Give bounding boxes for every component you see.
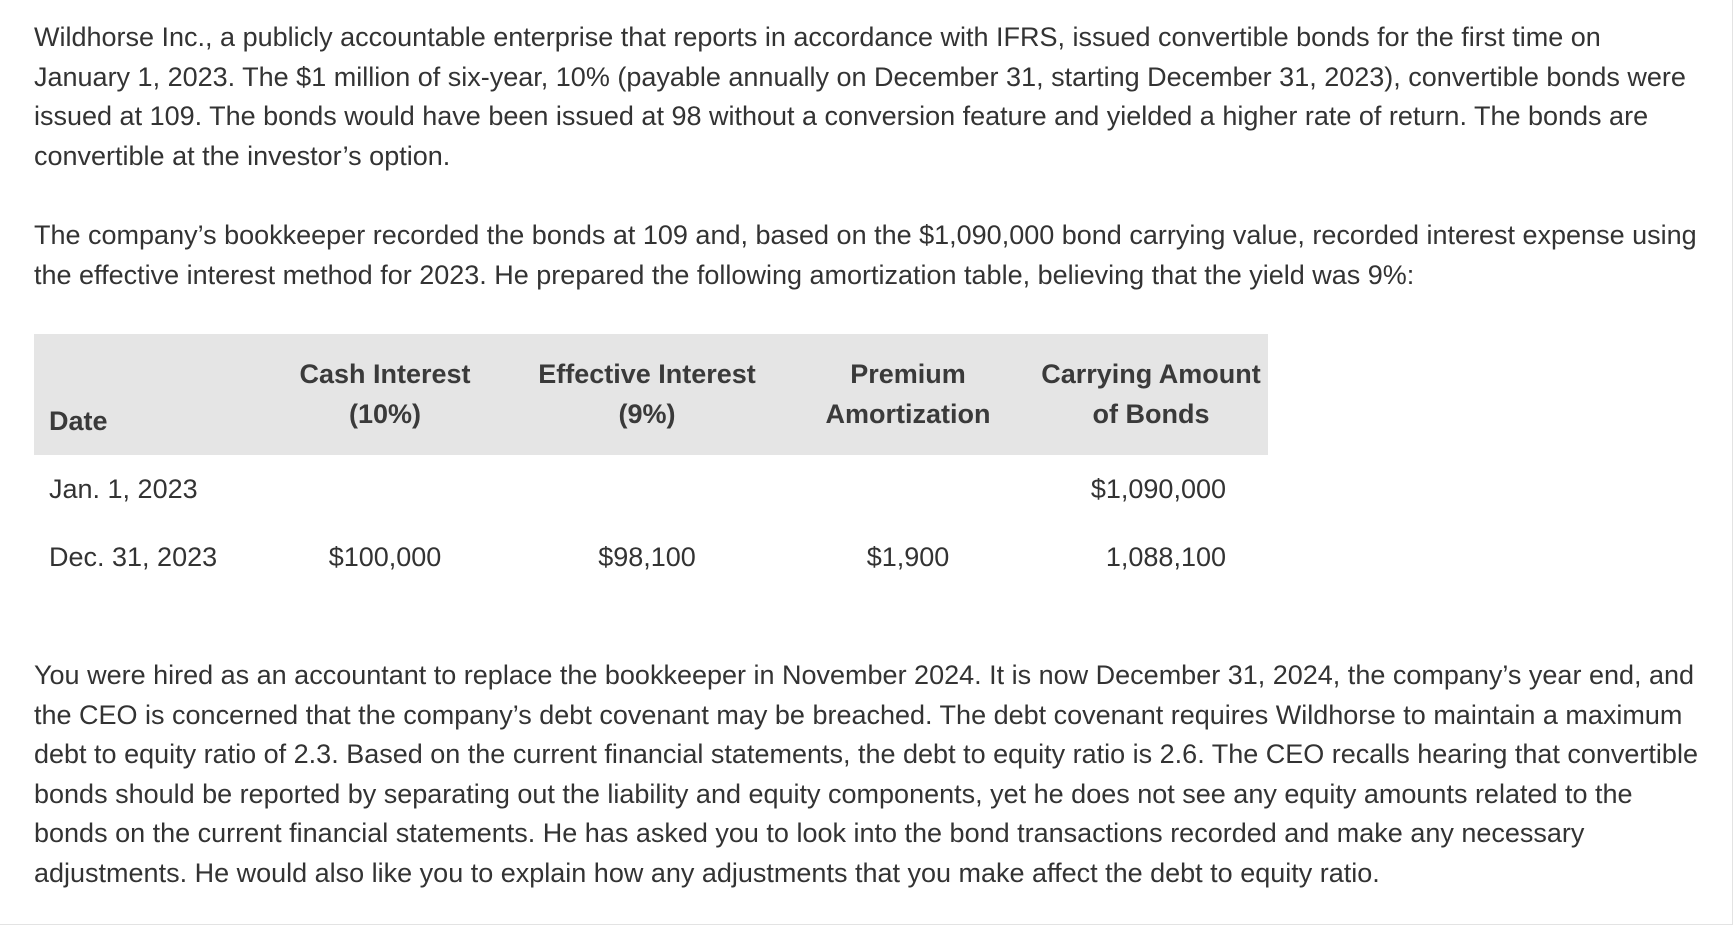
header-date-label: Date — [49, 405, 108, 436]
header-premium-amortization-line2: Amortization — [825, 398, 991, 429]
header-date — [34, 334, 258, 455]
cell-carrying-amount: $1,090,000 — [1090, 473, 1226, 504]
scenario-paragraph: You were hired as an accountant to replace the bookkeeper in November 2024. It is now December 31, 2024, the company’s year end, and the CEO is concerned that the company’s debt covenant may be breached. The debt covenant requires Wildhorse to maintain a maximum debt to equity ratio of 2.3. Based on the current financial statements, the debt to equity ratio is 2.6. The CEO recalls hearing that convertible bonds should be reported by separating out the liability and equity components, yet he does not see any equity amounts related to the bonds on the current financial statements. He has asked you to look into the bond transactions recorded and make any necessary adjustments. He would also like you to explain how any adjustments that you make affect the debt to equity ratio. — [34, 660, 1698, 888]
header-carrying-amount-line1: Carrying Amount — [1041, 359, 1261, 389]
amortization-table — [34, 334, 1268, 591]
cell-effective-interest: $98,100 — [598, 541, 696, 572]
header-cash-interest-line2: (10%) — [348, 398, 422, 429]
cell-cash-interest: $100,000 — [328, 541, 442, 572]
table-row — [34, 455, 1268, 523]
cell-carrying-amount: 1,088,100 — [1105, 541, 1226, 572]
cell-premium-amortization — [782, 455, 1034, 523]
header-effective-interest-line2: (9%) — [618, 398, 676, 429]
header-premium-amortization — [782, 334, 1034, 455]
bookkeeper-paragraph: The company’s bookkeeper recorded the bonds at 109 and, based on the $1,090,000 bond carrying value, recorded interest expense using the effective interest method for 2023. He prepared the following amortization table, believing that the yield was 9%: — [34, 220, 1697, 290]
cell-effective-interest — [512, 455, 782, 523]
table-header-row — [34, 334, 1268, 455]
intro-paragraph: Wildhorse Inc., a publicly accountable enterprise that reports in accordance with IFRS, issued convertible bonds for the first time on January 1, 2023. The $1 million of six-year, 10% (payable annually on December 31, starting December 31, 2023), convertible bonds were issued at 109. The bonds would have been issued at 98 without a conversion feature and yielded a higher rate of return. The bonds are convertible at the investor’s option. — [34, 22, 1686, 171]
header-carrying-amount-line2: of Bonds — [1092, 398, 1210, 429]
header-cash-interest — [258, 334, 512, 455]
header-effective-interest — [512, 334, 782, 455]
cell-date: Jan. 1, 2023 — [49, 473, 198, 504]
header-carrying-amount — [1034, 334, 1268, 455]
amortization-table-container — [34, 334, 1268, 591]
header-effective-interest-line1: Effective Interest — [538, 359, 756, 389]
cell-date: Dec. 31, 2023 — [49, 541, 218, 572]
header-cash-interest-line1: Cash Interest — [299, 359, 471, 389]
cell-premium-amortization: $1,900 — [866, 541, 950, 572]
header-premium-amortization-line1: Premium — [850, 359, 966, 389]
table-row — [34, 523, 1268, 591]
cell-cash-interest — [258, 455, 512, 523]
